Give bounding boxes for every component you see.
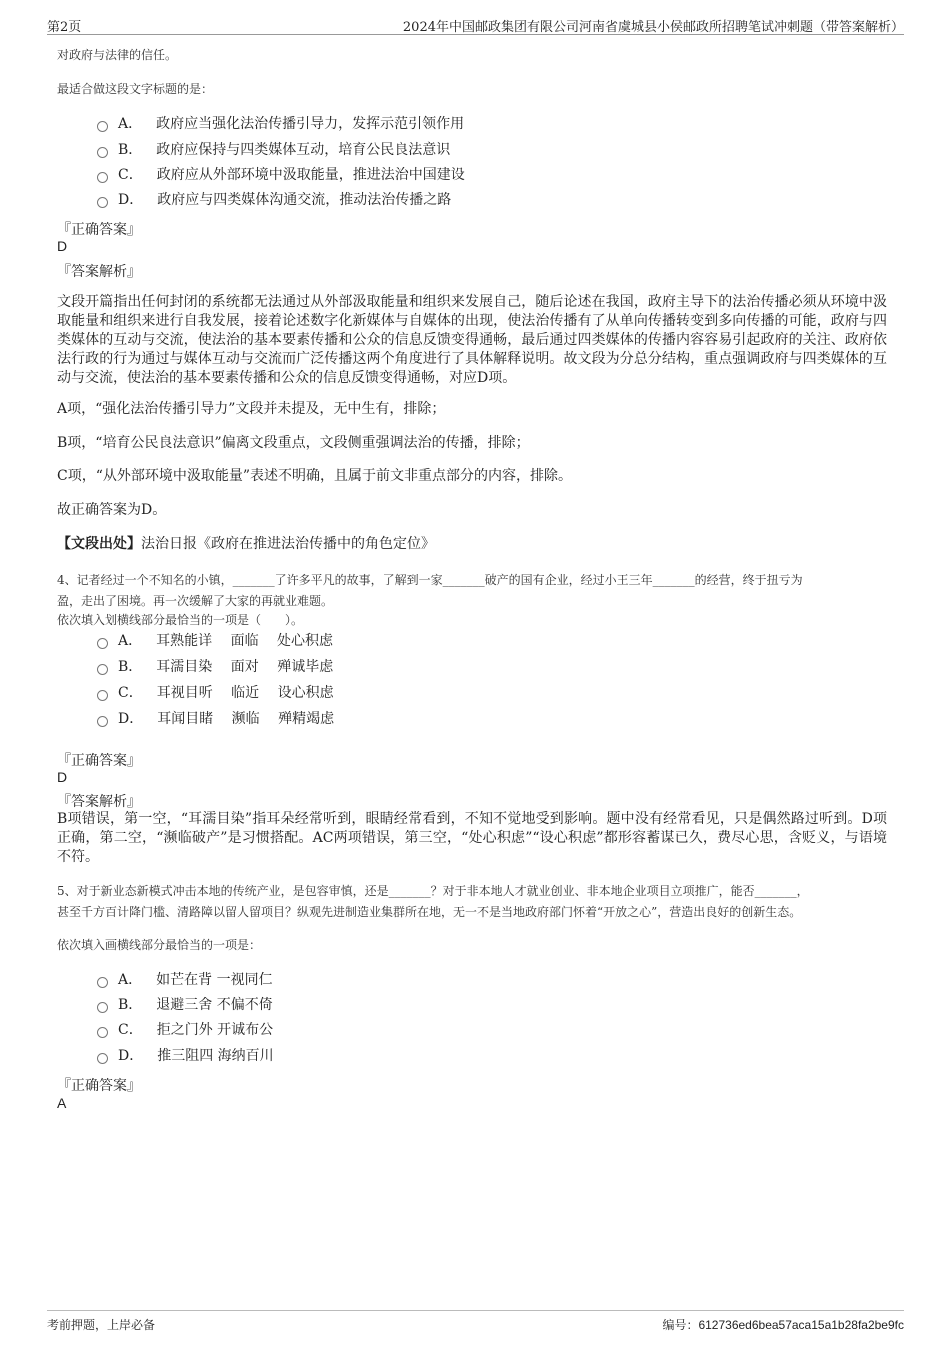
q5-option-b[interactable]: B． 退避三舍 不偏不倚 [97, 995, 273, 1015]
q5-stem-line1: 5、对于新业态新模式冲击本地的传统产业，是包容审慎，还是_______？对于非本地人才就业创业、非本地企业项目立项推广，能否_______， [57, 884, 809, 898]
radio-icon[interactable] [97, 664, 108, 675]
page-footer [47, 1310, 904, 1333]
q4-analysis: B项错误，第一空，“耳濡目染”指耳朵经常听到，眼睛经常看到，不知不觉地受到影响。题中没有经常看见，只是偶然路过听到。D项正确，第二空，“濒临破产”是习惯搭配。AC两项错误，第三空，“处心积虑”“设心积虑”都形容蓄谋已久，费尽心思，含贬义，与语境不符。 [57, 811, 887, 865]
radio-icon[interactable] [97, 172, 108, 183]
q4-stem-line2: 盈，走出了困境。再一次缓解了大家的再就业难题。 [57, 594, 334, 608]
q3-b-note: B项，“培育公民良法意识”偏离文段重点，文段侧重强调法治的传播，排除； [57, 435, 530, 451]
q4-stem-line1: 4、记者经过一个不知名的小镇，_______了许多平凡的故事，了解到一家_______破产的国有企业，经过小王三年_______的经营，终于扭亏为 [57, 573, 803, 587]
q5-prompt: 依次填入画横线部分最恰当的一项是： [57, 938, 262, 952]
page-header [47, 14, 904, 35]
document-title: 2024年中国邮政集团有限公司河南省虞城县小侯邮政所招聘笔试冲刺题（带答案解析） [402, 20, 904, 35]
q3-source: 【文段出处】法治日报《政府在推进法治传播中的角色定位》 [57, 536, 435, 552]
page-number: 第2页 [47, 20, 82, 35]
q3-option-b[interactable]: B． 政府应保持与四类媒体互动，培育公民良法意识 [97, 140, 450, 160]
q4-analysis-label: 『答案解析』 [57, 794, 141, 810]
radio-icon[interactable] [97, 121, 108, 132]
q3-analysis: 文段开篇指出任何封闭的系统都无法通过从外部汲取能量和组织来发展自己，随后论述在我国，政府主导下的法治传播必须从环境中汲取能量和组织来进行自我发展，接着论述数字化新媒体与自媒体的出现，使法治传播有了从单向传播转变到多向传播的可能，政府与四类媒体的互动与交流，使法治的基本要素传播和公众的信息反馈变得通畅，最后通过四类媒体的传播内容容易引起政府的关注、政府依法行政的行为通过与媒体互动与交流而广泛传播这两个角度进行了具体解释说明。故文段为分总分结构，重点强调政府与四类媒体的互动与交流，使法治的基本要素传播和公众的信息反馈变得通畅，对应D项。 [57, 294, 887, 386]
footer-id: 编号：612736ed6bea57aca15a1b28fa2be9fc [662, 1318, 904, 1332]
q3-option-c[interactable]: C． 政府应从外部环境中汲取能量，推进法治中国建设 [97, 165, 465, 185]
q4-option-c[interactable]: C． 耳视目听 临近 设心积虑 [97, 683, 334, 703]
radio-icon[interactable] [97, 690, 108, 701]
q5-answer: A [57, 1095, 67, 1111]
q5-answer-label: 『正确答案』 [57, 1078, 141, 1094]
q4-prompt: 依次填入划横线部分最恰当的一项是（ ）。 [57, 613, 304, 627]
q3-a-note: A项，“强化法治传播引导力”文段并未提及，无中生有，排除； [57, 401, 446, 417]
q3-answer-label: 『正确答案』 [57, 222, 141, 238]
q3-cont: 对政府与法律的信任。 [57, 48, 178, 62]
radio-icon[interactable] [97, 197, 108, 208]
q4-answer: D [57, 769, 68, 785]
radio-icon[interactable] [97, 147, 108, 158]
radio-icon[interactable] [97, 716, 108, 727]
q5-option-d[interactable]: D． 推三阻四 海纳百川 [97, 1046, 274, 1066]
radio-icon[interactable] [97, 1002, 108, 1013]
q3-option-d[interactable]: D． 政府应与四类媒体沟通交流，推动法治传播之路 [97, 190, 451, 210]
q5-option-a[interactable]: A． 如芒在背 一视同仁 [97, 970, 273, 990]
q3-conclusion: 故正确答案为D。 [57, 502, 167, 518]
q5-stem-line2: 甚至千方百计降门槛、清路障以留人留项目？纵观先进制造业集群所在地，无一不是当地政府部门怀着“开放之心”，营造出良好的创新生态。 [57, 905, 802, 919]
q4-option-d[interactable]: D． 耳闻目睹 濒临 殚精竭虑 [97, 709, 334, 729]
q3-answer: D [57, 238, 68, 254]
radio-icon[interactable] [97, 977, 108, 988]
q4-option-b[interactable]: B． 耳濡目染 面对 殚诚毕虑 [97, 657, 333, 677]
q5-option-c[interactable]: C． 拒之门外 开诚布公 [97, 1020, 273, 1040]
q3-option-a[interactable]: A． 政府应当强化法治传播引导力，发挥示范引领作用 [97, 114, 464, 134]
radio-icon[interactable] [97, 1053, 108, 1064]
radio-icon[interactable] [97, 1027, 108, 1038]
radio-icon[interactable] [97, 638, 108, 649]
q4-answer-label: 『正确答案』 [57, 753, 141, 769]
q4-option-a[interactable]: A． 耳熟能详 面临 处心积虑 [97, 631, 333, 651]
q3-prompt: 最适合做这段文字标题的是： [57, 82, 214, 96]
q3-c-note: C项，“从外部环境中汲取能量”表述不明确，且属于前文非重点部分的内容，排除。 [57, 468, 573, 484]
footer-slogan: 考前押题，上岸必备 [47, 1318, 156, 1332]
q3-analysis-label: 『答案解析』 [57, 264, 141, 280]
